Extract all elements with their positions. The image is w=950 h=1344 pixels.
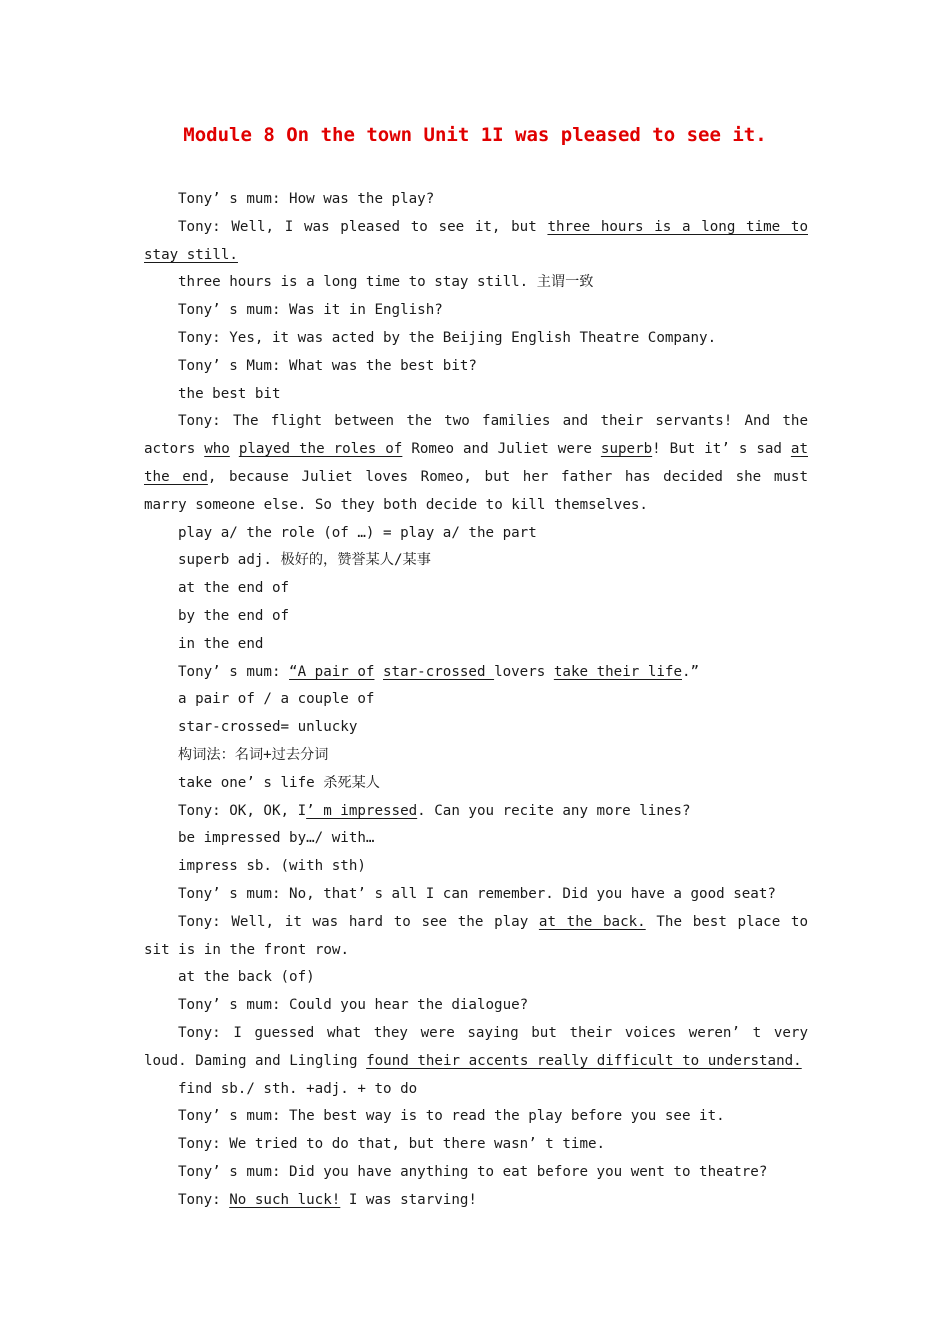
text-run: be impressed by…/ with…: [178, 830, 375, 847]
document-body: [144, 186, 808, 1214]
text-run: play a/ the role (of …) = play a/ the part: [178, 524, 537, 541]
paragraph: [144, 547, 808, 575]
paragraph: [144, 659, 808, 687]
paragraph: [144, 269, 808, 297]
paragraph: [144, 770, 808, 798]
text-run: Tony: Well, I was pleased to see it, but: [178, 218, 548, 235]
text-run: by the end of: [178, 607, 290, 624]
underlined-phrase: superb: [600, 441, 653, 458]
underlined-phrase: played the roles of: [238, 441, 403, 458]
paragraph: [144, 520, 808, 548]
paragraph: [144, 603, 808, 631]
text-run: Tony: I guessed what they were saying but their voices weren’ t very loud. Daming and Lingling: [144, 1024, 808, 1069]
paragraph: [144, 992, 808, 1020]
paragraph: [144, 964, 808, 992]
text-run: three hours is a long time to stay still. 主谓一致: [178, 274, 594, 291]
underlined-phrase: at the end: [144, 441, 808, 485]
text-run: at the back (of): [178, 969, 315, 986]
text-run: the best bit: [178, 385, 281, 402]
text-run: Romeo and Juliet were: [402, 441, 601, 458]
paragraph: [144, 1103, 808, 1131]
underlined-phrase: “A pair of: [289, 663, 375, 680]
paragraph: [144, 798, 808, 826]
underlined-phrase: who: [204, 441, 230, 458]
text-run: Tony: Yes, it was acted by the Beijing English Theatre Company.: [178, 329, 717, 346]
paragraph: [144, 214, 808, 270]
underlined-phrase: No such luck!: [229, 1191, 341, 1208]
text-run: Tony:: [178, 1191, 230, 1208]
paragraph: [144, 381, 808, 409]
text-run: lovers: [494, 663, 554, 680]
text-run: superb adj. 极好的，赞誉某人/某事: [178, 552, 431, 569]
text-run: The best place to sit is in the front row.: [144, 913, 809, 958]
text-run: at the end of: [178, 580, 290, 597]
text-run: star-crossed= unlucky: [178, 719, 358, 736]
text-run: [230, 441, 239, 457]
text-run: Tony’ s Mum: What was the best bit?: [178, 357, 477, 374]
text-run: ! But it’ s sad: [652, 441, 791, 458]
text-run: Tony’ s mum: Did you have anything to eat before you went to theatre?: [178, 1163, 768, 1180]
text-run: 构词法：名词+过去分词: [178, 746, 329, 763]
text-run: Tony: Well, it was hard to see the play: [178, 913, 539, 930]
paragraph: [144, 631, 808, 659]
text-run: Tony’ s mum: How was the play?: [178, 191, 435, 207]
text-run: Tony: We tried to do that, but there wasn’ t time.: [178, 1136, 606, 1153]
paragraph: [144, 1020, 808, 1076]
text-run: in the end: [178, 635, 264, 652]
underlined-phrase: ’ m impressed: [306, 802, 418, 819]
text-run: Tony’ s mum: Could you hear the dialogue?: [178, 997, 529, 1014]
paragraph: [144, 1076, 808, 1104]
paragraph: [144, 353, 808, 381]
text-run: Tony: OK, OK, I: [178, 802, 307, 819]
text-run: Tony: The flight between the two families and their servants! And the actors: [144, 413, 808, 458]
underlined-phrase: three hours is a long time to stay still.: [144, 218, 808, 263]
text-run: find sb./ sth. +adj. + to do: [178, 1080, 418, 1097]
text-run: I was starving!: [340, 1191, 477, 1208]
paragraph: [144, 909, 808, 965]
text-run: Tony’ s mum: The best way is to read the play before you see it.: [178, 1108, 725, 1125]
text-run: a pair of / a couple of: [178, 691, 375, 708]
paragraph: [144, 825, 808, 853]
text-run: Tony’ s mum:: [178, 663, 290, 680]
underlined-phrase: at the back.: [538, 913, 646, 930]
paragraph: [144, 686, 808, 714]
text-run: [374, 664, 383, 680]
underlined-phrase: found their accents really difficult to understand.: [366, 1052, 802, 1069]
paragraph: [144, 408, 808, 519]
text-run: . Can you recite any more lines?: [417, 802, 691, 819]
text-run: Tony’ s mum: Was it in English?: [178, 302, 443, 319]
text-run: take one’ s life 杀死某人: [178, 774, 380, 791]
paragraph: [144, 1187, 808, 1215]
text-run: Tony’ s mum: No, that’ s all I can remember. Did you have a good seat?: [178, 885, 776, 902]
paragraph: [144, 1131, 808, 1159]
text-run: .”: [681, 663, 700, 680]
paragraph: [144, 742, 808, 770]
paragraph: [144, 853, 808, 881]
text-run: impress sb. (with sth): [178, 858, 366, 875]
underlined-phrase: star-crossed: [383, 663, 495, 680]
underlined-phrase: take their life: [553, 663, 682, 680]
paragraph: [144, 881, 808, 909]
paragraph: [144, 186, 808, 214]
paragraph: [144, 714, 808, 742]
document-title: Module 8 On the town Unit 1I was pleased to see it.: [183, 124, 767, 146]
paragraph: [144, 325, 808, 353]
paragraph: [144, 297, 808, 325]
text-run: , because Juliet loves Romeo, but her father has decided she must marry someone else. So they both decide to kill themselves.: [144, 468, 808, 513]
paragraph: [144, 1159, 808, 1187]
paragraph: [144, 575, 808, 603]
